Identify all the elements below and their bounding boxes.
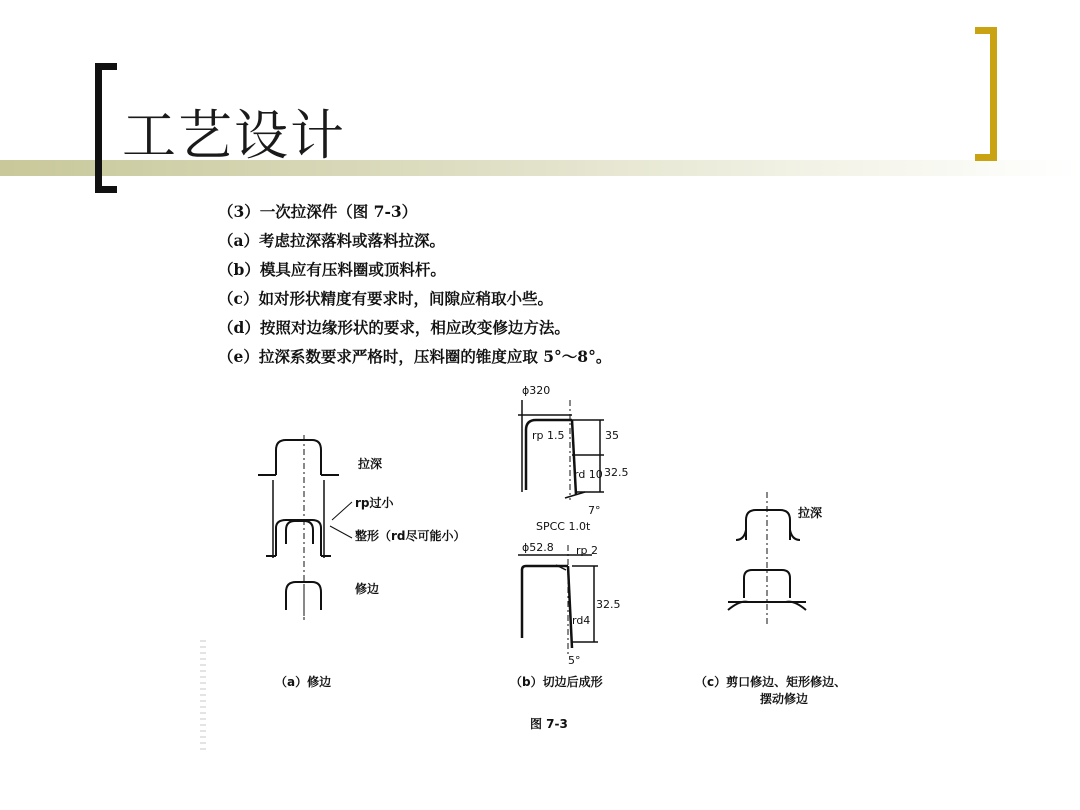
text-block bbox=[218, 197, 611, 371]
right-bracket-decoration bbox=[975, 27, 997, 161]
a-label-xiubian: 修边 bbox=[355, 582, 380, 596]
b-angle-7: 7° bbox=[588, 504, 601, 517]
b-angle-5: 5° bbox=[568, 654, 581, 667]
b-dia-bottom: ϕ52.8 bbox=[522, 541, 554, 554]
b-dim-325-top: 32.5 bbox=[604, 466, 629, 479]
slide-title: 工艺设计 bbox=[122, 104, 346, 167]
b-caption: （b）切边后成形 bbox=[510, 675, 603, 689]
b-rd-10: rd 10 bbox=[574, 468, 603, 481]
c-drawn-part bbox=[746, 510, 790, 540]
a-drawn-part-top bbox=[276, 440, 321, 475]
b-rp-2: rp 2 bbox=[576, 544, 598, 557]
text-line: （e）拉深系数要求严格时，压料圈的锥度应取 5°～8°。 bbox=[218, 347, 612, 366]
c-label-lashen: 拉深 bbox=[798, 506, 823, 520]
a-label-lashen: 拉深 bbox=[358, 457, 383, 471]
left-bracket-decoration bbox=[95, 63, 117, 193]
text-line: （b）模具应有压料圈或顶料杆。 bbox=[218, 260, 446, 279]
b-rd-4: rd4 bbox=[572, 614, 591, 627]
a-label-zhengxing: 整形（rd尽可能小） bbox=[355, 529, 466, 543]
c-caption-line2: 摆动修边 bbox=[760, 692, 809, 706]
text-line: （3）一次拉深件（图 7-3） bbox=[218, 202, 418, 221]
a-caption: （a）修边 bbox=[275, 675, 332, 689]
b-dim-325-bottom: 32.5 bbox=[596, 598, 621, 611]
b-dia-top: ϕ320 bbox=[522, 384, 551, 397]
a-label-rp-small: rp过小 bbox=[355, 496, 394, 510]
text-line: （c）如对形状精度有要求时，间隙应稍取小些。 bbox=[218, 289, 553, 308]
c-caption-line1: （c）剪口修边、矩形修边、 bbox=[695, 675, 847, 689]
figure-7-3 bbox=[200, 380, 880, 760]
b-material: SPCC 1.0t bbox=[536, 520, 591, 533]
b-dim-35: 35 bbox=[605, 429, 619, 442]
b-rp-top: rp 1.5 bbox=[532, 429, 565, 442]
text-line: （d）按照对边缘形状的要求，相应改变修边方法。 bbox=[218, 318, 570, 337]
text-line: （a）考虑拉深落料或落料拉深。 bbox=[218, 231, 446, 250]
figure-caption: 图 7-3 bbox=[530, 717, 568, 731]
